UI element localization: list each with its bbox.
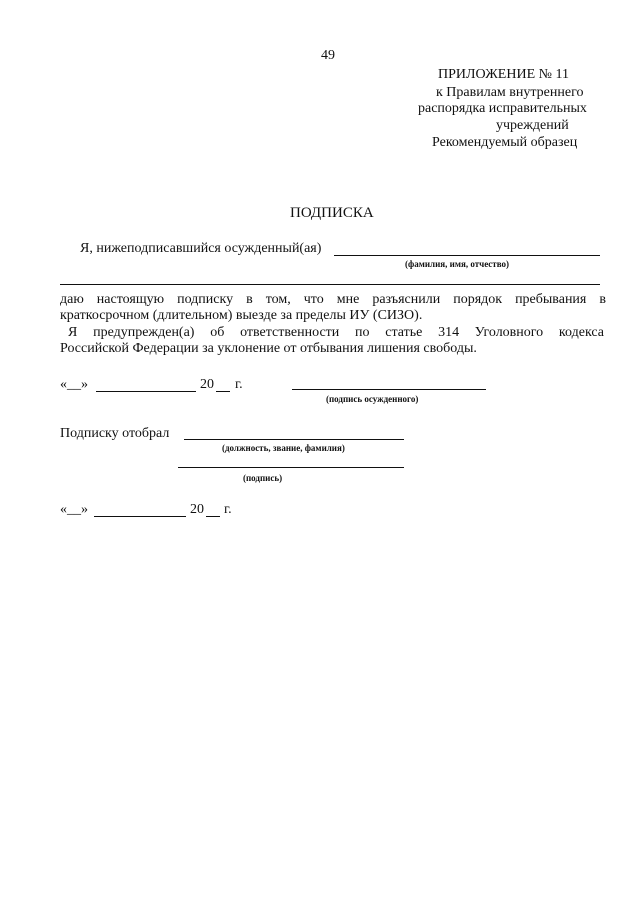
paragraph-2-line-1: Я предупрежден(а) об ответственности по статье 314 Уголовного кодекса: [68, 325, 604, 340]
page-number: 49: [321, 48, 335, 63]
date2-day: «__»: [60, 502, 88, 517]
date1-year-prefix: 20: [200, 377, 214, 392]
appendix-line-2: распорядка исправительных: [418, 101, 587, 116]
appendix-line-3: учреждений: [496, 118, 569, 133]
fio-continuation-line[interactable]: [60, 284, 600, 285]
date2-year-prefix: 20: [190, 502, 204, 517]
intro-text: Я, нижеподписавшийся осужденный(ая): [80, 241, 322, 256]
date2-year-line[interactable]: [206, 516, 220, 517]
taken-by-signature-line[interactable]: [178, 467, 404, 468]
fio-caption: (фамилия, имя, отчество): [405, 259, 510, 269]
convict-signature-line[interactable]: [292, 389, 486, 390]
fio-field-line[interactable]: [334, 255, 600, 256]
taken-by-label: Подписку отобрал: [60, 426, 170, 441]
taken-by-field-line[interactable]: [184, 439, 404, 440]
appendix-line-1: к Правилам внутреннего: [436, 85, 584, 100]
paragraph-1-line-1: даю настоящую подписку в том, что мне разъяснили порядок пребывания в: [60, 292, 606, 307]
convict-signature-caption: (подпись осужденного): [326, 394, 419, 404]
taken-by-caption: (должность, звание, фамилия): [222, 443, 345, 453]
taken-by-signature-caption: (подпись): [243, 473, 283, 483]
document-title: ПОДПИСКА: [290, 205, 374, 221]
date1-day: «__»: [60, 377, 88, 392]
appendix-title: ПРИЛОЖЕНИЕ № 11: [438, 67, 569, 82]
appendix-line-4: Рекомендуемый образец: [432, 135, 578, 150]
date1-year-suffix: г.: [235, 377, 243, 392]
date1-year-line[interactable]: [216, 391, 230, 392]
paragraph-2-line-2: Российской Федерации за уклонение от отбывания лишения свободы.: [60, 341, 477, 356]
date2-year-suffix: г.: [224, 502, 232, 517]
paragraph-1-line-2: краткосрочном (длительном) выезде за пределы ИУ (СИЗО).: [60, 308, 423, 323]
date1-month-line[interactable]: [96, 391, 196, 392]
date2-month-line[interactable]: [94, 516, 186, 517]
